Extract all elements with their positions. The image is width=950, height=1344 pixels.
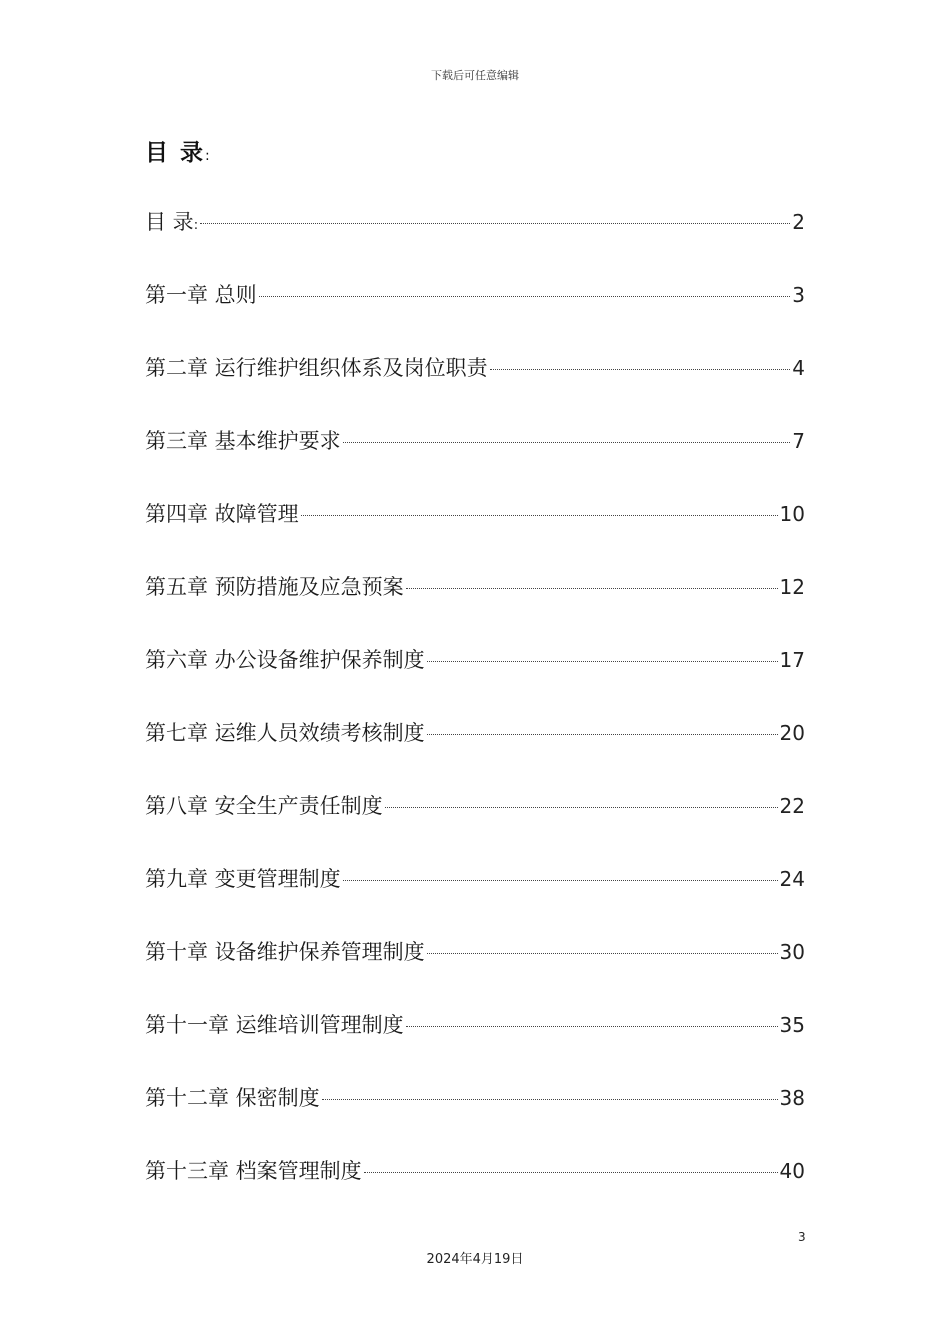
dot-leader — [301, 515, 778, 516]
toc-entry-page: 40 — [779, 1159, 805, 1183]
toc-entry-page: 3 — [792, 283, 805, 307]
toc-entry[interactable] — [145, 1153, 805, 1226]
toc-entry-page: 20 — [779, 721, 805, 745]
toc-heading-colon: : — [205, 148, 210, 164]
toc-entry[interactable] — [145, 934, 805, 1007]
toc-entry-title: 第七章 运维人员效绩考核制度 — [145, 721, 425, 745]
toc-entry[interactable] — [145, 496, 805, 569]
toc-entry-title: 第六章 办公设备维护保养制度 — [145, 648, 425, 672]
dot-leader — [427, 734, 778, 735]
toc-entry-page: 4 — [792, 356, 805, 380]
toc-entry-title: 第十二章 保密制度 — [145, 1086, 320, 1110]
dot-leader — [385, 807, 778, 808]
toc-entry-page: 30 — [779, 940, 805, 964]
toc-entry-title-text: 目 录 — [145, 210, 194, 234]
toc-entry-title: 第十三章 档案管理制度 — [145, 1159, 362, 1183]
toc-entry-title: 第五章 预防措施及应急预案 — [145, 575, 404, 599]
toc-list — [145, 204, 805, 1226]
dot-leader — [259, 296, 791, 297]
toc-entry-page: 17 — [779, 648, 805, 672]
toc-entry-page: 12 — [779, 575, 805, 599]
toc-entry-title: 第三章 基本维护要求 — [145, 429, 341, 453]
dot-leader — [322, 1099, 778, 1100]
toc-heading — [145, 134, 210, 167]
toc-entry[interactable] — [145, 1080, 805, 1153]
dot-leader — [200, 223, 790, 224]
toc-entry-title: 第二章 运行维护组织体系及岗位职责 — [145, 356, 488, 380]
toc-entry[interactable] — [145, 277, 805, 350]
toc-entry-page: 38 — [779, 1086, 805, 1110]
toc-entry-title: 第十章 设备维护保养管理制度 — [145, 940, 425, 964]
dot-leader — [427, 661, 778, 662]
dot-leader — [364, 1172, 778, 1173]
dot-leader — [343, 880, 778, 881]
toc-entry-page: 35 — [779, 1013, 805, 1037]
toc-entry[interactable] — [145, 715, 805, 788]
toc-entry[interactable] — [145, 350, 805, 423]
toc-entry-page: 7 — [792, 429, 805, 453]
dot-leader — [427, 953, 778, 954]
toc-heading-text: 目 录 — [145, 140, 206, 166]
dot-leader — [490, 369, 791, 370]
toc-entry-page: 24 — [779, 867, 805, 891]
page-number: 3 — [798, 1230, 806, 1244]
toc-entry[interactable] — [145, 569, 805, 642]
toc-entry[interactable] — [145, 1007, 805, 1080]
toc-entry-title: 第十一章 运维培训管理制度 — [145, 1013, 404, 1037]
toc-entry[interactable] — [145, 423, 805, 496]
toc-entry[interactable] — [145, 861, 805, 934]
toc-entry[interactable] — [145, 642, 805, 715]
toc-entry-page: 22 — [779, 794, 805, 818]
dot-leader — [406, 1026, 778, 1027]
toc-entry[interactable] — [145, 204, 805, 277]
toc-entry[interactable] — [145, 788, 805, 861]
toc-entry-title: 第八章 安全生产责任制度 — [145, 794, 383, 818]
toc-entry-title: 第四章 故障管理 — [145, 502, 299, 526]
header-note: 下载后可任意编辑 — [431, 69, 519, 82]
toc-entry-title: 第九章 变更管理制度 — [145, 867, 341, 891]
toc-entry-title-suffix: : — [193, 218, 199, 233]
dot-leader — [406, 588, 778, 589]
toc-entry-title: 第一章 总则 — [145, 283, 257, 307]
toc-entry-page: 2 — [792, 210, 805, 234]
toc-entry-title — [145, 204, 198, 244]
toc-entry-page: 10 — [779, 502, 805, 526]
dot-leader — [343, 442, 791, 443]
footer-date: 2024年4月19日 — [426, 1252, 524, 1267]
